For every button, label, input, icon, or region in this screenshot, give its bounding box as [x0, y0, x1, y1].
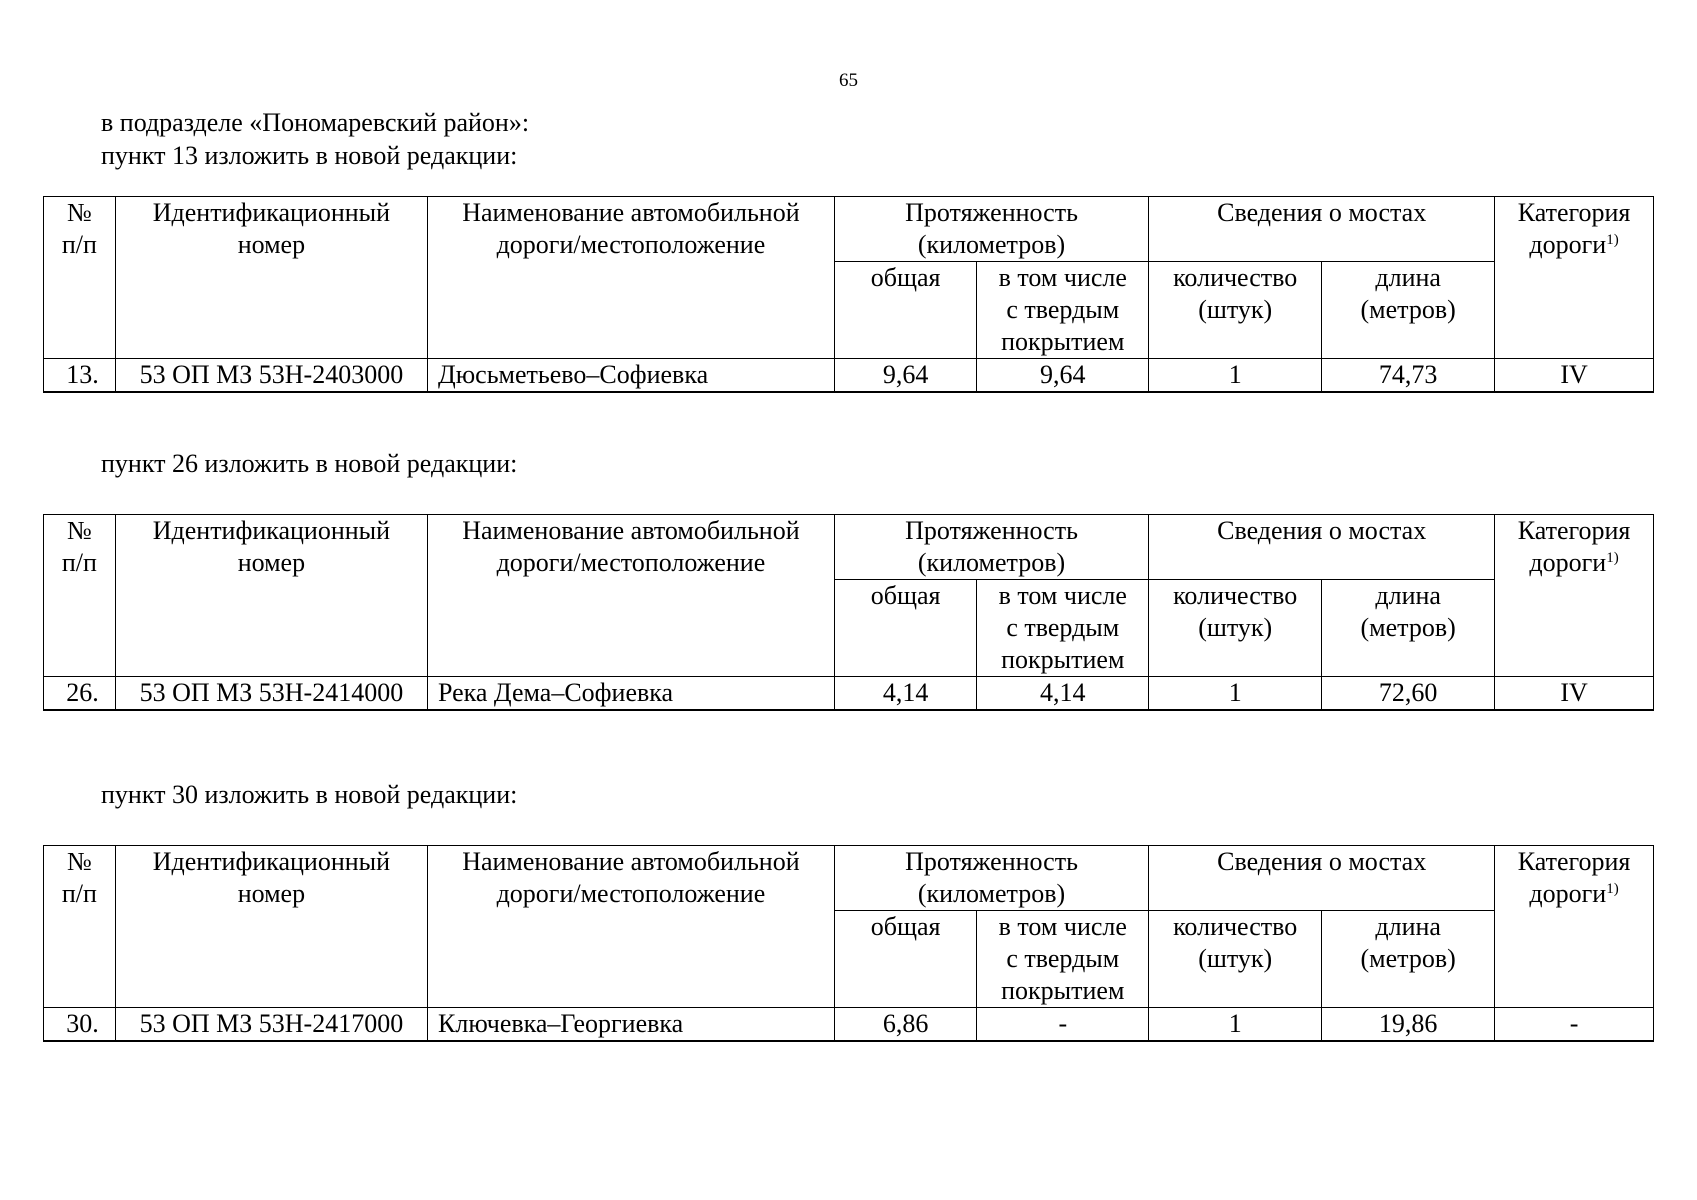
- section-26-intro: пункт 26 изложить в новой редакции:: [101, 449, 518, 478]
- row-number: 30.: [44, 1008, 116, 1042]
- row-total: 6,86: [834, 1008, 977, 1042]
- page-number: 65: [839, 70, 858, 91]
- row-total: 9,64: [834, 359, 977, 393]
- table-row: [44, 1008, 1654, 1042]
- header-total: общая: [834, 911, 977, 1008]
- header-category: Категория дороги$^{1)}$: [1495, 515, 1654, 677]
- row-road-name: Река Дема–Софиевка: [428, 677, 835, 711]
- row-category: IV: [1495, 359, 1654, 393]
- header-number: № п/п: [44, 846, 116, 1008]
- row-paved: 4,14: [977, 677, 1149, 711]
- header-total: общая: [834, 580, 977, 677]
- header-paved: в том числе с твердым покрытием: [977, 580, 1149, 677]
- header-category: Категория дороги$^{1)}$: [1495, 846, 1654, 1008]
- table-row: [44, 359, 1654, 393]
- header-road-name: Наименование автомобильной дороги/местоположение: [428, 197, 835, 359]
- header-paved: в том числе с твердым покрытием: [977, 262, 1149, 359]
- row-total: 4,14: [834, 677, 977, 711]
- row-number: 26.: [44, 677, 116, 711]
- header-road-name: Наименование автомобильной дороги/местоположение: [428, 846, 835, 1008]
- header-number: № п/п: [44, 515, 116, 677]
- header-road-name: Наименование автомобильной дороги/местоположение: [428, 515, 835, 677]
- header-bridge-count: количество (штук): [1149, 262, 1322, 359]
- row-bridge-length: 19,86: [1322, 1008, 1495, 1042]
- header-length: Протяженность (километров): [834, 515, 1148, 580]
- row-id: 53 ОП МЗ 53Н-2403000: [115, 359, 427, 393]
- row-id: 53 ОП МЗ 53Н-2414000: [115, 677, 427, 711]
- row-road-name: Дюсьметьево–Софиевка: [428, 359, 835, 393]
- section-13-intro: пункт 13 изложить в новой редакции:: [101, 141, 518, 170]
- header-id: Идентификационный номер: [115, 197, 427, 359]
- header-bridge-count: количество (штук): [1149, 580, 1322, 677]
- header-bridges: Сведения о мостах: [1149, 846, 1495, 911]
- row-bridge-length: 74,73: [1322, 359, 1495, 393]
- intro-line: в подразделе «Пономаревский район»:: [101, 108, 530, 137]
- header-id: Идентификационный номер: [115, 515, 427, 677]
- header-bridge-length: длина (метров): [1322, 262, 1495, 359]
- header-total: общая: [834, 262, 977, 359]
- row-bridge-count: 1: [1149, 1008, 1322, 1042]
- row-road-name: Ключевка–Георгиевка: [428, 1008, 835, 1042]
- header-bridges: Сведения о мостах: [1149, 197, 1495, 262]
- road-table-30: [43, 845, 1654, 1042]
- row-category: -: [1495, 1008, 1654, 1042]
- road-table-13: [43, 196, 1654, 393]
- road-table-26: [43, 514, 1654, 711]
- header-length: Протяженность (километров): [834, 846, 1148, 911]
- row-paved: -: [977, 1008, 1149, 1042]
- header-bridges: Сведения о мостах: [1149, 515, 1495, 580]
- header-length: Протяженность (километров): [834, 197, 1148, 262]
- header-bridge-length: длина (метров): [1322, 580, 1495, 677]
- row-bridge-length: 72,60: [1322, 677, 1495, 711]
- section-30-intro: пункт 30 изложить в новой редакции:: [101, 780, 518, 809]
- header-id: Идентификационный номер: [115, 846, 427, 1008]
- row-paved: 9,64: [977, 359, 1149, 393]
- header-category: Категория дороги$^{1)}$: [1495, 197, 1654, 359]
- row-number: 13.: [44, 359, 116, 393]
- header-number: № п/п: [44, 197, 116, 359]
- row-category: IV: [1495, 677, 1654, 711]
- header-bridge-count: количество (штук): [1149, 911, 1322, 1008]
- row-id: 53 ОП МЗ 53Н-2417000: [115, 1008, 427, 1042]
- table-row: [44, 677, 1654, 711]
- header-bridge-length: длина (метров): [1322, 911, 1495, 1008]
- header-paved: в том числе с твердым покрытием: [977, 911, 1149, 1008]
- row-bridge-count: 1: [1149, 359, 1322, 393]
- row-bridge-count: 1: [1149, 677, 1322, 711]
